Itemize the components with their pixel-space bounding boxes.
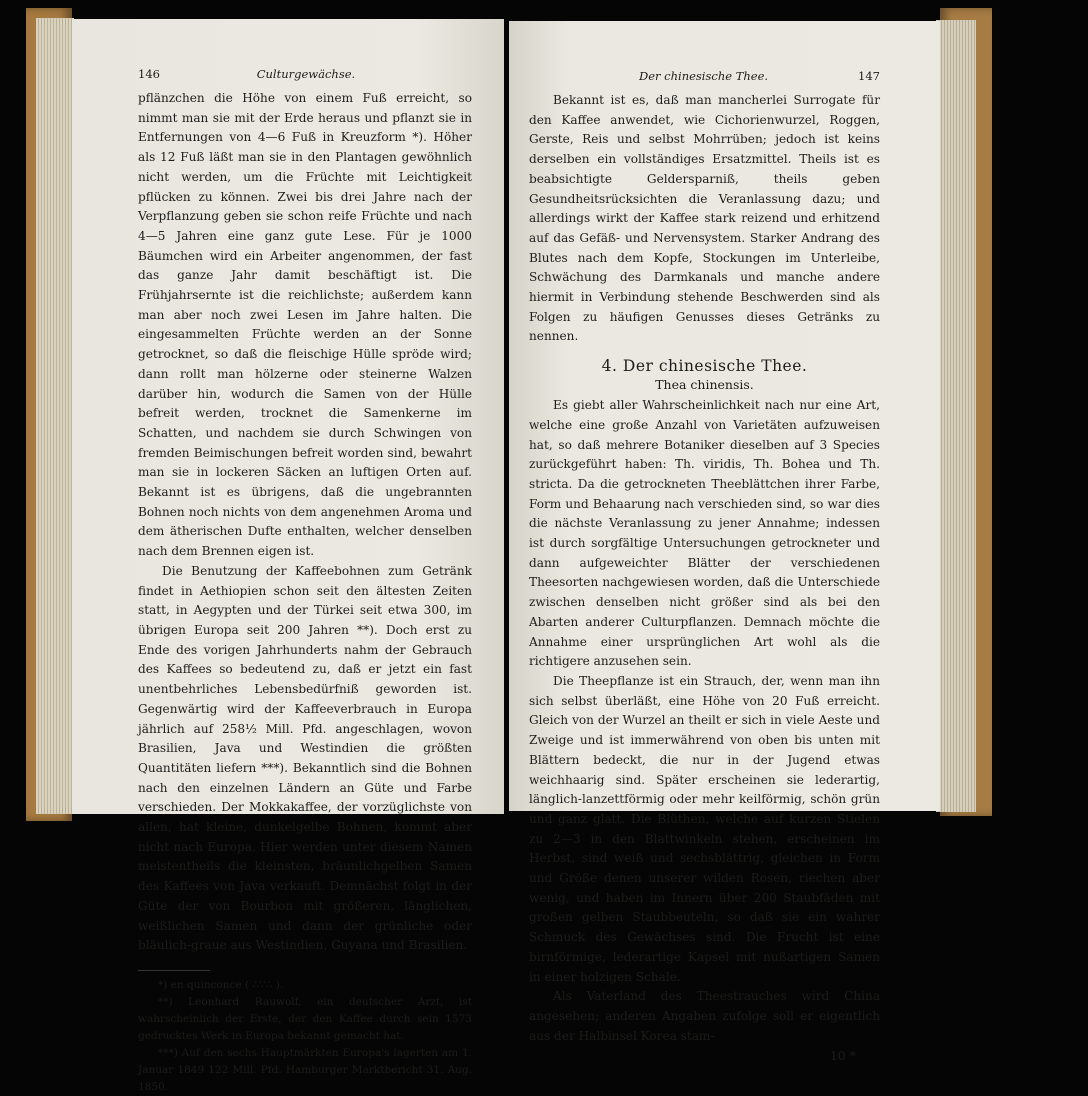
page-edges-right <box>936 20 976 812</box>
right-running-title: Der chinesische Thee. <box>638 69 769 83</box>
footnote-3: ***) Auf den sechs Hauptmärkten Europa's lagerten am 1. Januar 1849 122 Mill. Pfd. Hamburger Marktbericht 31. Aug. 1850. <box>138 1046 472 1093</box>
footnote-2: **) Leonhard Rauwolf, ein deutscher Arzt, ist wahrscheinlich der Erste, der den Kaffee durch sein 1573 gedrucktes Werk in Europa bekannt gemacht hat. <box>138 995 472 1042</box>
right-page-number: 147 <box>858 69 880 83</box>
right-paragraph-1: Es giebt aller Wahrscheinlichkeit nach nur eine Art, welche eine große Anzahl von Varietäten aufzuweisen hat, so daß mehrere Botaniker dieselben auf 3 Species zurückgeführt haben: Th. viridis, Th. Bohea und Th. stricta. Da die getrockneten Theeblättchen ihrer Farbe, Form und Behaarung nach verschieden sind, so war dies die nächste Veranlassung zu jener Annahme; indessen ist durch sorgfältige Untersuchungen getrockneter und dann aufgeweichter Blätter der verschiedenen Theesorten nachgewiesen worden, daß die Unterschiede zwischen denselben nicht größer sind als bei den Abarten anderer Culturpflanzen. Demnach möchte die Annahme einer ursprünglichen Art wohl als die richtigere anzusehen sein. <box>529 398 880 669</box>
footnote-1: *) en quinconce ( ∴∵∴ ). <box>158 978 284 991</box>
left-running-head <box>138 67 472 81</box>
left-page <box>72 19 504 1093</box>
footnote-rule <box>138 970 210 971</box>
left-running-title: Culturgewächse. <box>256 67 356 81</box>
left-paragraph-1: pflänzchen die Höhe von einem Fuß erreicht, so nimmt man sie mit der Erde heraus und pflanzt sie in Entfernungen von 4—6 Fuß in Kreuzform *). Höher als 12 Fuß läßt man sie in den Plantagen gewöhnlich nicht werden, um die Früchte mit Leichtigkeit pflücken zu können. Zwei bis drei Jahre nach der Verpflanzung geben sie schon reife Früchte und nach 4—5 Jahren eine ganz gute Lese. Für je 1000 Bäumchen wird ein Arbeiter angenommen, der fast das ganze Jahr damit beschäftigt ist. Die Frühjahrsernte ist die reichlichste; außerdem kann man aber noch zwei Lesen im Jahre halten. Die eingesammelten Früchte werden an der Sonne getrocknet, so daß die fleischige Hülle spröde wird; dann rollt man hölzerne oder steinerne Walzen darüber hin, wodurch die Samen von der Hülle befreit werden, trocknet die Samenkerne im Schatten, und nachdem sie durch Schwingen von fremden Beimischungen befreit worden sind, bewahrt man sie in lockeren Säcken an luftigen Orten auf. Bekannt ist es übrigens, daß die ungebrannten Bohnen noch nichts von dem angenehmen Aroma und dem ätherischen Dufte enthalten, welcher denselben nach dem Brennen eigen ist. <box>138 91 472 559</box>
right-paragraph-3: Als Vaterland des Theestrauches wird China angesehen; anderen Angaben zufolge soll er eigentlich aus der Halbinsel Korea stam- <box>529 989 880 1043</box>
section-heading: 4. Der chinesische Thee. <box>601 357 808 376</box>
right-paragraph-2: Die Theepflanze ist ein Strauch, der, wenn man ihn sich selbst überläßt, eine Höhe von 20 Fuß erreicht. Gleich von der Wurzel an theilt er sich in viele Aeste und Zweige und ist immerwährend von oben bis unten mit Blättern bedeckt, die nur in der Jugend etwas weichhaarig sind. Später erscheinen sie lederartig, länglich-lanzettförmig oder mehr keilförmig, schön grün und ganz glatt. Die Blüthen, welche auf kurzen Stielen zu 2—3 in den Blattwinkeln stehen, erscheinen im Herbst, sind weiß und sechsblättrig, gleichen in Form und Größe denen unserer wilden Rosen, riechen aber wenig, und haben im Innern über 200 Staubfäden mit großen gelben Staubbeuteln, so daß sie ein wahrer Schmuck des Gewächses sind. Die Frucht ist eine birnförmige, lederartige Kapsel mit nußartigen Samen in einer holzigen Schale. <box>529 673 880 984</box>
right-paragraph-intro: Bekannt ist es, daß man mancherlei Surrogate für den Kaffee anwendet, wie Cichorienwurzel, Roggen, Gerste, Reis und selbst Mohrrüben; jedoch ist keins derselben ein vollständiges Ersatzmittel. Theils ist es beabsichtigte Geldersparniß, theils geben Gesundheitsrücksichten die Veranlassung dazu; und allerdings wirkt der Kaffee stark reizend und erhitzend auf das Gefäß- und Nervensystem. Starker Andrang des Blutes nach dem Kopfe, Stockungen im Unterleibe, Schwächung des Darmkanals und manche andere hiermit in Verbindung stehende Beschwerden sind als Folgen zu häufigen Genusses dieses Getränks zu nennen. <box>529 93 880 344</box>
right-running-head <box>529 69 880 83</box>
left-paragraph-2: Die Benutzung der Kaffeebohnen zum Getränk findet in Aethiopien schon seit den ältesten Zeiten statt, in Aegypten und der Türkei seit etwa 300, im übrigen Europa seit 200 Jahren **). Doch erst zu Ende des vorigen Jahrhunderts nahm der Gebrauch des Kaffees so bedeutend zu, daß er jetzt ein fast unentbehrliches Lebensbedürfniß geworden ist. Gegenwärtig wird der Kaffeeverbrauch in Europa jährlich auf 258½ Mill. Pfd. angeschlagen, wovon Brasilien, Java und Westindien die größten Quantitäten liefern ***). Bekanntlich sind die Bohnen nach den einzelnen Ländern an Güte und Farbe verschieden. Der Mokkakaffee, der vorzüglichste von allen, hat kleine, dunkelgelbe Bohnen, kommt aber nicht nach Europa. Hier werden unter diesem Namen meistentheils die kleinsten, bräunlichgelben Samen des Kaffees von Java verkauft. Demnächst folgt in der Güte der von Bourbon mit größeren, länglichen, weißlichen Samen und dann der grünliche oder bläulich-graue aus Westindien, Guyana und Brasilien. <box>138 563 472 953</box>
signature-mark: 10 * <box>829 1048 856 1064</box>
left-page-number: 146 <box>138 67 160 81</box>
page-edges-left <box>36 18 74 814</box>
section-subtitle: Thea chinensis. <box>655 377 754 393</box>
right-page <box>509 21 940 1064</box>
